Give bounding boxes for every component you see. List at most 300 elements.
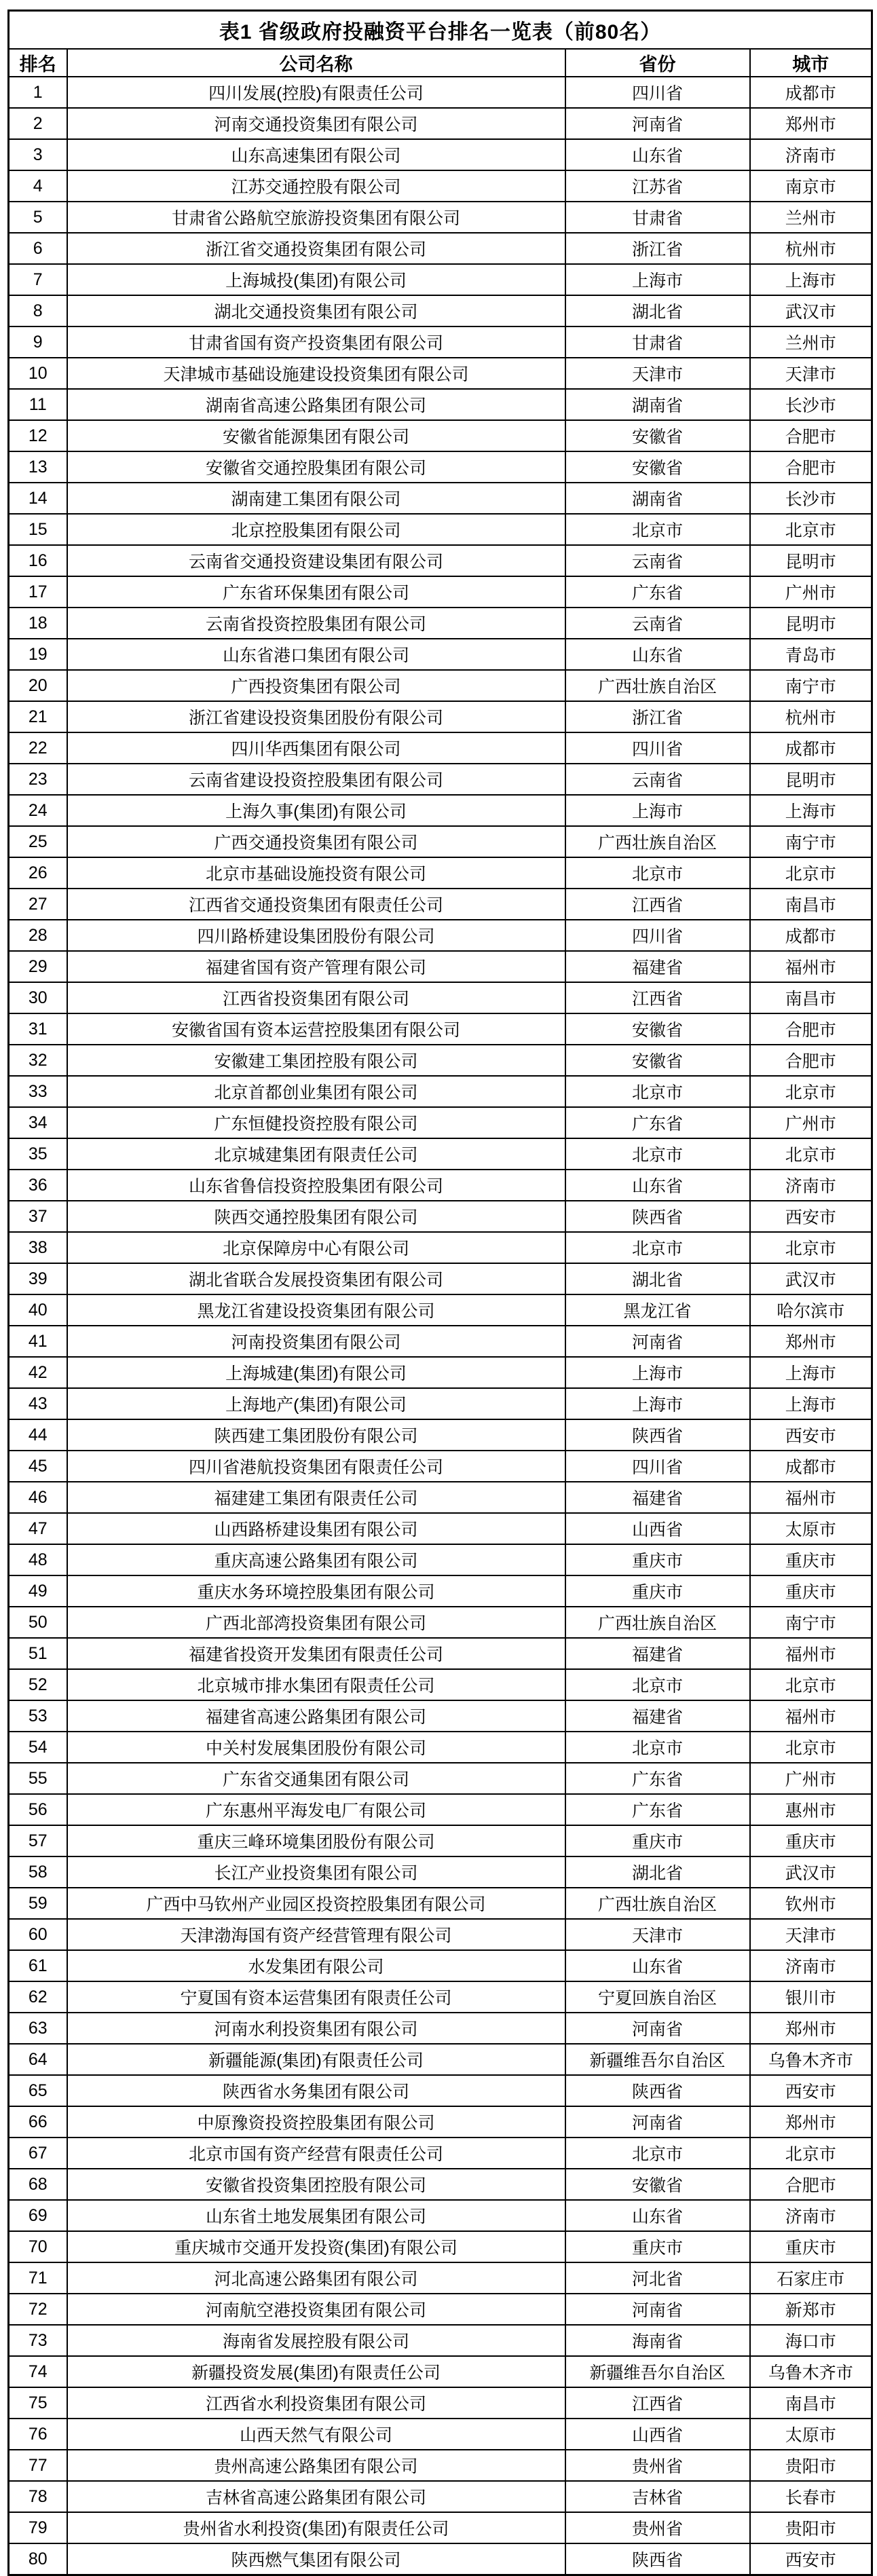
cell-province: 陕西省 (565, 2075, 750, 2106)
table-row (9, 982, 872, 1013)
cell-province: 河南省 (565, 108, 750, 139)
cell-rank: 46 (9, 1482, 67, 1513)
table-row (9, 2169, 872, 2200)
cell-rank: 48 (9, 1544, 67, 1575)
cell-province: 广东省 (565, 1794, 750, 1825)
cell-company: 河南投资集团有限公司 (67, 1326, 565, 1357)
cell-rank: 80 (9, 2543, 67, 2575)
cell-company: 山东省港口集团有限公司 (67, 639, 565, 670)
cell-province: 云南省 (565, 764, 750, 795)
table-row (9, 326, 872, 358)
table-row (9, 233, 872, 264)
cell-city: 福州市 (750, 951, 872, 982)
cell-rank: 2 (9, 108, 67, 139)
ranking-table (7, 10, 873, 2576)
cell-company: 安徽建工集团控股有限公司 (67, 1045, 565, 1076)
cell-city: 上海市 (750, 795, 872, 826)
cell-province: 上海市 (565, 1388, 750, 1419)
table-row (9, 1107, 872, 1138)
cell-province: 北京市 (565, 857, 750, 889)
cell-city: 合肥市 (750, 2169, 872, 2200)
cell-company: 四川华西集团有限公司 (67, 732, 565, 764)
table-row (9, 1294, 872, 1326)
cell-rank: 34 (9, 1107, 67, 1138)
cell-rank: 21 (9, 701, 67, 732)
cell-rank: 31 (9, 1013, 67, 1045)
cell-company: 重庆三峰环境集团股份有限公司 (67, 1825, 565, 1856)
table-row (9, 2450, 872, 2481)
cell-city: 杭州市 (750, 701, 872, 732)
cell-rank: 49 (9, 1575, 67, 1607)
table-row (9, 514, 872, 545)
cell-rank: 57 (9, 1825, 67, 1856)
cell-rank: 42 (9, 1357, 67, 1388)
table-row (9, 1513, 872, 1544)
cell-company: 河北高速公路集团有限公司 (67, 2262, 565, 2294)
cell-province: 湖北省 (565, 295, 750, 326)
cell-rank: 60 (9, 1919, 67, 1950)
cell-company: 天津城市基础设施建设投资集团有限公司 (67, 358, 565, 389)
cell-province: 河南省 (565, 2106, 750, 2138)
cell-province: 湖南省 (565, 389, 750, 420)
cell-province: 吉林省 (565, 2481, 750, 2512)
cell-province: 北京市 (565, 1232, 750, 1263)
cell-rank: 38 (9, 1232, 67, 1263)
cell-city: 南京市 (750, 170, 872, 202)
cell-province: 广西壮族自治区 (565, 826, 750, 857)
table-row (9, 2512, 872, 2543)
cell-company: 山东省鲁信投资控股集团有限公司 (67, 1170, 565, 1201)
cell-rank: 3 (9, 139, 67, 170)
table-row (9, 139, 872, 170)
cell-company: 湖北省联合发展投资集团有限公司 (67, 1263, 565, 1294)
cell-city: 北京市 (750, 2138, 872, 2169)
cell-rank: 26 (9, 857, 67, 889)
cell-province: 重庆市 (565, 2231, 750, 2262)
cell-company: 上海城建(集团)有限公司 (67, 1357, 565, 1388)
cell-rank: 65 (9, 2075, 67, 2106)
cell-company: 四川路桥建设集团股份有限公司 (67, 920, 565, 951)
cell-city: 成都市 (750, 1451, 872, 1482)
cell-city: 昆明市 (750, 764, 872, 795)
table-row (9, 2481, 872, 2512)
cell-rank: 77 (9, 2450, 67, 2481)
cell-rank: 54 (9, 1732, 67, 1763)
cell-city: 太原市 (750, 1513, 872, 1544)
cell-company: 重庆水务环境控股集团有限公司 (67, 1575, 565, 1607)
table-row (9, 264, 872, 295)
cell-company: 北京首都创业集团有限公司 (67, 1076, 565, 1107)
table-row (9, 1763, 872, 1794)
cell-rank: 17 (9, 576, 67, 608)
cell-company: 安徽省投资集团控股有限公司 (67, 2169, 565, 2200)
cell-company: 广东省交通集团有限公司 (67, 1763, 565, 1794)
cell-province: 海南省 (565, 2325, 750, 2356)
cell-city: 重庆市 (750, 1575, 872, 1607)
cell-city: 惠州市 (750, 1794, 872, 1825)
cell-city: 郑州市 (750, 2013, 872, 2044)
table-row (9, 1732, 872, 1763)
table-row (9, 202, 872, 233)
cell-rank: 8 (9, 295, 67, 326)
cell-city: 武汉市 (750, 1263, 872, 1294)
cell-province: 湖南省 (565, 483, 750, 514)
cell-company: 四川省港航投资集团有限责任公司 (67, 1451, 565, 1482)
column-header-city: 城市 (750, 49, 872, 77)
table-row (9, 920, 872, 951)
cell-city: 长沙市 (750, 389, 872, 420)
cell-province: 湖北省 (565, 1856, 750, 1888)
cell-city: 北京市 (750, 1076, 872, 1107)
table-row (9, 1451, 872, 1482)
cell-province: 北京市 (565, 1138, 750, 1170)
cell-company: 陕西建工集团股份有限公司 (67, 1419, 565, 1451)
cell-city: 乌鲁木齐市 (750, 2044, 872, 2075)
table-row (9, 2356, 872, 2387)
cell-province: 安徽省 (565, 1013, 750, 1045)
cell-province: 新疆维吾尔自治区 (565, 2356, 750, 2387)
table-row (9, 358, 872, 389)
cell-city: 新郑市 (750, 2294, 872, 2325)
cell-city: 广州市 (750, 1107, 872, 1138)
table-row (9, 545, 872, 576)
cell-rank: 9 (9, 326, 67, 358)
cell-rank: 47 (9, 1513, 67, 1544)
cell-company: 广西投资集团有限公司 (67, 670, 565, 701)
cell-province: 广西壮族自治区 (565, 1888, 750, 1919)
cell-province: 四川省 (565, 920, 750, 951)
cell-province: 江西省 (565, 2387, 750, 2419)
cell-company: 广西交通投资集团有限公司 (67, 826, 565, 857)
cell-city: 钦州市 (750, 1888, 872, 1919)
cell-company: 陕西燃气集团有限公司 (67, 2543, 565, 2575)
cell-city: 成都市 (750, 920, 872, 951)
table-row (9, 732, 872, 764)
cell-company: 安徽省国有资本运营控股集团有限公司 (67, 1013, 565, 1045)
table-row (9, 795, 872, 826)
table-row (9, 1888, 872, 1919)
cell-city: 兰州市 (750, 202, 872, 233)
cell-rank: 73 (9, 2325, 67, 2356)
table-row (9, 857, 872, 889)
cell-province: 广西壮族自治区 (565, 670, 750, 701)
cell-city: 上海市 (750, 1388, 872, 1419)
cell-rank: 51 (9, 1638, 67, 1669)
table-row (9, 2106, 872, 2138)
table-row (9, 826, 872, 857)
cell-province: 上海市 (565, 264, 750, 295)
cell-city: 重庆市 (750, 2231, 872, 2262)
cell-province: 贵州省 (565, 2450, 750, 2481)
cell-city: 昆明市 (750, 608, 872, 639)
cell-city: 海口市 (750, 2325, 872, 2356)
cell-rank: 15 (9, 514, 67, 545)
cell-rank: 55 (9, 1763, 67, 1794)
cell-company: 中关村发展集团股份有限公司 (67, 1732, 565, 1763)
cell-province: 北京市 (565, 1076, 750, 1107)
cell-rank: 71 (9, 2262, 67, 2294)
cell-rank: 25 (9, 826, 67, 857)
cell-company: 贵州高速公路集团有限公司 (67, 2450, 565, 2481)
cell-city: 北京市 (750, 1669, 872, 1700)
cell-rank: 66 (9, 2106, 67, 2138)
cell-company: 广东惠州平海发电厂有限公司 (67, 1794, 565, 1825)
cell-city: 武汉市 (750, 295, 872, 326)
cell-city: 北京市 (750, 1138, 872, 1170)
cell-company: 江西省水利投资集团有限公司 (67, 2387, 565, 2419)
cell-city: 长春市 (750, 2481, 872, 2512)
cell-rank: 59 (9, 1888, 67, 1919)
cell-province: 云南省 (565, 608, 750, 639)
cell-province: 广西壮族自治区 (565, 1607, 750, 1638)
header-row (9, 49, 872, 77)
cell-city: 长沙市 (750, 483, 872, 514)
cell-city: 南宁市 (750, 826, 872, 857)
cell-company: 贵州省水利投资(集团)有限责任公司 (67, 2512, 565, 2543)
cell-rank: 10 (9, 358, 67, 389)
cell-province: 安徽省 (565, 420, 750, 451)
cell-company: 江苏交通控股有限公司 (67, 170, 565, 202)
table-row (9, 576, 872, 608)
cell-province: 河南省 (565, 2013, 750, 2044)
table-row (9, 1170, 872, 1201)
cell-rank: 70 (9, 2231, 67, 2262)
cell-province: 安徽省 (565, 1045, 750, 1076)
table-row (9, 1575, 872, 1607)
cell-city: 重庆市 (750, 1544, 872, 1575)
cell-province: 福建省 (565, 1700, 750, 1732)
cell-company: 天津渤海国有资产经营管理有限公司 (67, 1919, 565, 1950)
table-row (9, 1794, 872, 1825)
cell-city: 青岛市 (750, 639, 872, 670)
cell-city: 西安市 (750, 1419, 872, 1451)
cell-company: 山西路桥建设集团有限公司 (67, 1513, 565, 1544)
cell-city: 成都市 (750, 77, 872, 108)
cell-company: 上海久事(集团)有限公司 (67, 795, 565, 826)
cell-province: 陕西省 (565, 2543, 750, 2575)
cell-province: 北京市 (565, 1669, 750, 1700)
cell-city: 北京市 (750, 1732, 872, 1763)
table-row (9, 2200, 872, 2231)
cell-city: 天津市 (750, 1919, 872, 1950)
cell-city: 福州市 (750, 1482, 872, 1513)
table-row (9, 170, 872, 202)
cell-company: 江西省交通投资集团有限责任公司 (67, 889, 565, 920)
table-row (9, 2013, 872, 2044)
cell-company: 福建省投资开发集团有限责任公司 (67, 1638, 565, 1669)
cell-rank: 37 (9, 1201, 67, 1232)
cell-rank: 33 (9, 1076, 67, 1107)
cell-company: 北京市国有资产经营有限责任公司 (67, 2138, 565, 2169)
cell-company: 福建省国有资产管理有限公司 (67, 951, 565, 982)
cell-province: 广东省 (565, 1763, 750, 1794)
table-row (9, 77, 872, 108)
cell-rank: 1 (9, 77, 67, 108)
cell-city: 广州市 (750, 1763, 872, 1794)
cell-province: 山东省 (565, 639, 750, 670)
table-row (9, 1357, 872, 1388)
cell-rank: 16 (9, 545, 67, 576)
cell-company: 云南省建设投资控股集团有限公司 (67, 764, 565, 795)
cell-rank: 61 (9, 1950, 67, 1981)
cell-company: 四川发展(控股)有限责任公司 (67, 77, 565, 108)
cell-company: 北京城建集团有限责任公司 (67, 1138, 565, 1170)
cell-rank: 27 (9, 889, 67, 920)
cell-city: 上海市 (750, 264, 872, 295)
cell-province: 福建省 (565, 1482, 750, 1513)
cell-company: 广西北部湾投资集团有限公司 (67, 1607, 565, 1638)
cell-city: 南昌市 (750, 2387, 872, 2419)
cell-rank: 76 (9, 2419, 67, 2450)
cell-province: 江西省 (565, 982, 750, 1013)
cell-province: 浙江省 (565, 701, 750, 732)
cell-rank: 62 (9, 1981, 67, 2013)
table-row (9, 1700, 872, 1732)
cell-company: 长江产业投资集团有限公司 (67, 1856, 565, 1888)
table-row (9, 1388, 872, 1419)
cell-company: 北京保障房中心有限公司 (67, 1232, 565, 1263)
cell-company: 重庆城市交通开发投资(集团)有限公司 (67, 2231, 565, 2262)
cell-province: 重庆市 (565, 1575, 750, 1607)
cell-company: 湖南建工集团有限公司 (67, 483, 565, 514)
cell-city: 贵阳市 (750, 2512, 872, 2543)
table-row (9, 1825, 872, 1856)
cell-province: 山西省 (565, 1513, 750, 1544)
table-body (9, 77, 872, 2575)
cell-province: 陕西省 (565, 1419, 750, 1451)
cell-city: 兰州市 (750, 326, 872, 358)
cell-company: 山东省土地发展集团有限公司 (67, 2200, 565, 2231)
cell-province: 北京市 (565, 1732, 750, 1763)
cell-company: 浙江省建设投资集团股份有限公司 (67, 701, 565, 732)
cell-company: 浙江省交通投资集团有限公司 (67, 233, 565, 264)
table-row (9, 1263, 872, 1294)
cell-rank: 20 (9, 670, 67, 701)
cell-rank: 56 (9, 1794, 67, 1825)
cell-company: 上海城投(集团)有限公司 (67, 264, 565, 295)
cell-city: 南宁市 (750, 1607, 872, 1638)
table-title: 表1 省级政府投融资平台排名一览表（前80名） (9, 11, 872, 50)
cell-rank: 44 (9, 1419, 67, 1451)
table-head (9, 11, 872, 77)
cell-city: 郑州市 (750, 1326, 872, 1357)
table-row (9, 1045, 872, 1076)
title-row (9, 11, 872, 50)
cell-rank: 72 (9, 2294, 67, 2325)
table-row (9, 389, 872, 420)
cell-rank: 7 (9, 264, 67, 295)
cell-province: 甘肃省 (565, 202, 750, 233)
column-header-company: 公司名称 (67, 49, 565, 77)
cell-province: 湖北省 (565, 1263, 750, 1294)
cell-rank: 79 (9, 2512, 67, 2543)
cell-company: 广西中马钦州产业园区投资控股集团有限公司 (67, 1888, 565, 1919)
cell-company: 陕西省水务集团有限公司 (67, 2075, 565, 2106)
table-row (9, 1201, 872, 1232)
cell-city: 太原市 (750, 2419, 872, 2450)
cell-company: 陕西交通控股集团有限公司 (67, 1201, 565, 1232)
cell-rank: 36 (9, 1170, 67, 1201)
cell-rank: 74 (9, 2356, 67, 2387)
table-row (9, 2325, 872, 2356)
cell-city: 哈尔滨市 (750, 1294, 872, 1326)
cell-rank: 63 (9, 2013, 67, 2044)
table-row (9, 2419, 872, 2450)
cell-city: 合肥市 (750, 420, 872, 451)
cell-city: 济南市 (750, 1950, 872, 1981)
cell-rank: 30 (9, 982, 67, 1013)
cell-province: 浙江省 (565, 233, 750, 264)
cell-rank: 39 (9, 1263, 67, 1294)
cell-city: 郑州市 (750, 108, 872, 139)
cell-city: 北京市 (750, 1232, 872, 1263)
cell-rank: 40 (9, 1294, 67, 1326)
cell-city: 济南市 (750, 1170, 872, 1201)
cell-province: 山东省 (565, 139, 750, 170)
table-row (9, 1419, 872, 1451)
table-row (9, 1669, 872, 1700)
cell-province: 陕西省 (565, 1201, 750, 1232)
cell-company: 山西天然气有限公司 (67, 2419, 565, 2450)
cell-company: 宁夏国有资本运营集团有限责任公司 (67, 1981, 565, 2013)
cell-city: 北京市 (750, 514, 872, 545)
cell-company: 水发集团有限公司 (67, 1950, 565, 1981)
cell-rank: 23 (9, 764, 67, 795)
table-row (9, 2231, 872, 2262)
cell-rank: 52 (9, 1669, 67, 1700)
cell-rank: 11 (9, 389, 67, 420)
cell-rank: 43 (9, 1388, 67, 1419)
cell-rank: 13 (9, 451, 67, 483)
cell-province: 甘肃省 (565, 326, 750, 358)
cell-rank: 41 (9, 1326, 67, 1357)
cell-city: 乌鲁木齐市 (750, 2356, 872, 2387)
cell-province: 河南省 (565, 2294, 750, 2325)
cell-province: 云南省 (565, 545, 750, 576)
cell-company: 河南水利投资集团有限公司 (67, 2013, 565, 2044)
cell-rank: 28 (9, 920, 67, 951)
cell-province: 江西省 (565, 889, 750, 920)
cell-rank: 53 (9, 1700, 67, 1732)
cell-company: 广东省环保集团有限公司 (67, 576, 565, 608)
cell-company: 安徽省交通控股集团有限公司 (67, 451, 565, 483)
cell-company: 云南省投资控股集团有限公司 (67, 608, 565, 639)
cell-province: 贵州省 (565, 2512, 750, 2543)
cell-city: 武汉市 (750, 1856, 872, 1888)
cell-rank: 78 (9, 2481, 67, 2512)
cell-company: 甘肃省公路航空旅游投资集团有限公司 (67, 202, 565, 233)
cell-company: 北京城市排水集团有限责任公司 (67, 1669, 565, 1700)
cell-province: 上海市 (565, 795, 750, 826)
cell-city: 南昌市 (750, 889, 872, 920)
cell-city: 天津市 (750, 358, 872, 389)
table-row (9, 1326, 872, 1357)
cell-province: 河北省 (565, 2262, 750, 2294)
cell-rank: 35 (9, 1138, 67, 1170)
cell-rank: 14 (9, 483, 67, 514)
cell-province: 黑龙江省 (565, 1294, 750, 1326)
cell-company: 重庆高速公路集团有限公司 (67, 1544, 565, 1575)
table-row (9, 2044, 872, 2075)
table-row (9, 2262, 872, 2294)
cell-company: 山东高速集团有限公司 (67, 139, 565, 170)
table-row (9, 608, 872, 639)
table-row (9, 1544, 872, 1575)
cell-city: 郑州市 (750, 2106, 872, 2138)
cell-province: 安徽省 (565, 2169, 750, 2200)
cell-company: 湖北交通投资集团有限公司 (67, 295, 565, 326)
cell-company: 甘肃省国有资产投资集团有限公司 (67, 326, 565, 358)
